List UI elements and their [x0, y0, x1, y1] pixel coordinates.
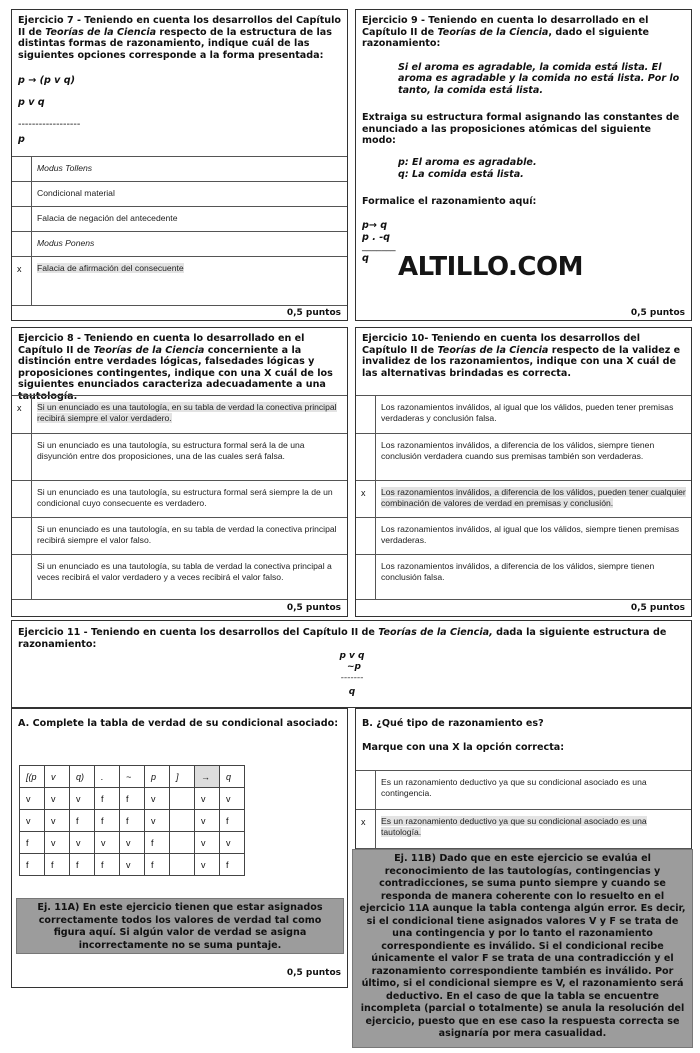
truth-table-header [20, 766, 245, 788]
truth-table-row [20, 854, 245, 876]
ex11-conclusion: q [348, 687, 356, 697]
ex8-option-answer: Si un enunciado es una tautología, en su tabla de verdad la conectiva principal recibirá siempre el valor verdadero. [37, 402, 337, 423]
exercise-11-title [12, 621, 691, 650]
ex8-option-mark[interactable] [12, 481, 32, 517]
tt-cell[interactable]: f [220, 854, 245, 876]
ex8-option[interactable] [12, 395, 347, 433]
ex11-title-book: Teorías de la Ciencia, [378, 627, 493, 638]
ex8-option-mark[interactable] [12, 434, 32, 480]
tt-cell[interactable]: f [70, 810, 95, 832]
ex7-option-text: Condicional material [37, 188, 115, 198]
ex11-title-rest: dada la siguiente estructura de razonamiento: [18, 627, 667, 650]
ex10-option[interactable] [356, 554, 691, 600]
tt-header-cell: p [145, 766, 170, 788]
ex11b-instr-rest: la opción correcta: [459, 741, 565, 753]
tt-header-cell: q [220, 766, 245, 788]
ex11b-instr-part: Marque con una [362, 741, 453, 753]
tt-cell[interactable]: f [45, 854, 70, 876]
ex9-title-rest: , dado el siguiente razonamiento: [362, 26, 650, 49]
ex7-option-mark[interactable]: x [12, 257, 32, 305]
ex8-option[interactable] [12, 480, 347, 517]
ex7-option-text: Falacia de negación del antecedente [37, 213, 178, 223]
ex8-option[interactable] [12, 433, 347, 480]
tt-cell[interactable]: v [145, 788, 170, 810]
ex7-options [12, 156, 347, 306]
ex7-option-mark[interactable] [12, 157, 32, 181]
ex7-option-mark[interactable] [12, 182, 32, 206]
tt-cell[interactable]: f [95, 810, 120, 832]
ex10-option-mark[interactable] [356, 396, 376, 433]
tt-cell[interactable] [170, 854, 195, 876]
ex8-title-book: Teorías de la Ciencia [93, 344, 205, 356]
ex11b-option-answer: Es un razonamiento deductivo ya que su condicional asociado es una tautología. [381, 816, 647, 837]
ex7-title-rest: respecto de la estructura de las distintas formas de razonamiento, indique cuál de las siguientes opciones corresponde a la forma presentada: [18, 26, 332, 61]
ex10-option[interactable] [356, 480, 691, 517]
ex8-points: 0,5 puntos [286, 603, 341, 613]
tt-cell[interactable]: f [145, 854, 170, 876]
ex10-title-part: Ejercicio 10- Teniendo en cuenta los desarrollos del Capítulo II de [362, 333, 641, 356]
ex8-title-x: X [264, 367, 272, 379]
ex8-option-text: Si un enunciado es una tautología, su estructura formal será la de una disyunción entre dos proposiciones, una de las cuales será falsa. [37, 440, 305, 461]
tt-cell[interactable]: v [120, 854, 145, 876]
ex10-title-rest: respecto de la validez e invalidez de los razonamientos, indique con una [362, 344, 681, 367]
ex10-options [356, 395, 691, 600]
ex9-q-def: q: La comida está lista. [398, 169, 524, 180]
tt-cell[interactable]: v [20, 788, 45, 810]
ex9-p-def: p: El aroma es agradable. [398, 156, 537, 168]
ex8-option-mark[interactable]: x [12, 396, 32, 433]
ex10-option-mark[interactable]: x [356, 481, 376, 517]
tt-cell[interactable]: v [195, 832, 220, 854]
ex7-option-answer: Falacia de afirmación del consecuente [37, 263, 184, 273]
ex8-option-text: Si un enunciado es una tautología, su estructura formal será siempre la de un condicional cuyo consecuente es verdadero. [37, 487, 333, 508]
tt-cell[interactable] [170, 832, 195, 854]
ex10-option-mark[interactable] [356, 434, 376, 480]
ex7-points: 0,5 puntos [286, 308, 341, 318]
ex11b-option-text [376, 810, 691, 848]
exercise-7-title [12, 10, 347, 61]
ex11b-option[interactable] [356, 809, 691, 849]
tt-cell[interactable]: v [45, 788, 70, 810]
ex7-option[interactable] [12, 181, 347, 206]
tt-header-cell: . [95, 766, 120, 788]
ex11-premise-2: ~p [347, 662, 361, 672]
exercise-8-title [12, 328, 347, 402]
ex8-title-rest: concerniente a la distinción entre verdades lógicas, falsedades lógicas y proposiciones contingentes, indique con una [18, 344, 315, 379]
ex10-option-mark[interactable] [356, 518, 376, 554]
ex7-formula-line1: p → (p v q) [18, 75, 76, 86]
tt-cell[interactable]: f [20, 832, 45, 854]
ex11b-grading-note: Ej. 11B) Dado que en este ejercicio se evalúa el reconocimiento de las tautologías, contingencias y contradicciones, se suma punto siempre y cuando se responda de manera coherente con lo resuelto en el ejercicio 11A aunque la tabla contenga algún error. Es decir, si el condicional tiene asignados valores V y F se trata de una contingencia y por lo tanto el razonamiento correspondiente es inválido. Si el condicional recibe únicamente el valor F se trata de una contradicción y el razonamiento correspondiente también es inválido. Por último, si el condicional siempre es V, el razonamiento será deductivo. En el caso de que la tabla se encuentre incompleta (parcial o totalmente) se anula la resolución del ejercicio, puesto que en ese caso la respuesta correcta se asignaría por mera casualidad. [352, 849, 693, 1048]
ex10-option-text: Los razonamientos inválidos, al igual que los válidos, siempre tienen premisas verdaderas. [381, 524, 680, 545]
ex10-points: 0,5 puntos [630, 603, 685, 613]
ex9-title-book: Teorías de la Ciencia [437, 26, 549, 38]
tt-cell[interactable]: v [20, 810, 45, 832]
ex11-premise-1: p v q [339, 651, 365, 661]
ex11b-option-mark[interactable] [356, 771, 376, 809]
tt-header-cell: [(p [20, 766, 45, 788]
ex10-title-book: Teorías de la Ciencia [437, 344, 549, 356]
tt-cell[interactable]: f [20, 854, 45, 876]
ex11b-instruction [356, 730, 691, 754]
ex10-option-text [376, 481, 691, 517]
ex9-quote: Si el aroma es agradable, la comida está lista. El aroma es agradable y la comida no está lista. Por lo tanto, la comida está lista. [398, 61, 680, 96]
ex9-answer-rule: _______ [362, 241, 396, 252]
ex8-option[interactable] [12, 517, 347, 554]
ex10-option-mark[interactable] [356, 555, 376, 599]
tt-cell[interactable]: f [220, 810, 245, 832]
ex9-instruction: Extraiga su estructura formal asignando las constantes de enunciado a las proposiciones atómicas del siguiente modo: [362, 112, 680, 146]
ex11b-instr-x: X [452, 741, 460, 753]
truth-table-row [20, 810, 245, 832]
ex9-formalize-label: Formalice el razonamiento aquí: [362, 195, 537, 207]
tt-cell[interactable]: f [95, 788, 120, 810]
ex8-option[interactable] [12, 554, 347, 600]
exercise-7-box [11, 9, 348, 321]
ex11-structure [312, 651, 392, 698]
ex10-title-end: cuál de las alternativas brindadas es correcta. [362, 356, 677, 379]
ex10-option[interactable] [356, 517, 691, 554]
tt-header-cell: v [45, 766, 70, 788]
tt-cell[interactable]: v [95, 832, 120, 854]
ex10-option[interactable] [356, 433, 691, 480]
ex11-title-part: Ejercicio 11 - Teniendo en cuenta los desarrollos del Capítulo II de [18, 627, 379, 638]
ex7-option-mark[interactable] [12, 207, 32, 231]
ex10-option[interactable] [356, 395, 691, 433]
tt-cell[interactable]: v [195, 810, 220, 832]
exercise-10-title [356, 328, 691, 379]
ex8-option-text [32, 396, 347, 433]
exercise-10-box [355, 327, 692, 617]
ex11b-title: B. ¿Qué tipo de razonamiento es? [362, 718, 544, 729]
ex7-option-mark[interactable] [12, 232, 32, 256]
ex7-formula-rule: ------------------ [18, 119, 81, 130]
ex10-option-text: Los razonamientos inválidos, al igual que los válidos, pueden tener premisas verdaderas y conclusión falsa. [381, 402, 674, 423]
ex11a-grading-note: Ej. 11A) En este ejercicio tienen que estar asignados correctamente todos los valores de verdad tal como figura aquí. Si algún valor de verdad se asigna incorrectamente no se suma puntaje. [16, 898, 344, 954]
ex7-formula-line2: p v q [18, 96, 45, 108]
tt-cell[interactable]: v [220, 832, 245, 854]
tt-cell[interactable] [170, 788, 195, 810]
tt-header-cell: → [195, 766, 220, 788]
ex11b-option-text: Es un razonamiento deductivo ya que su condicional asociado es una contingencia. [381, 777, 647, 798]
tt-cell[interactable]: v [120, 832, 145, 854]
watermark: ALTILLO.COM [398, 252, 583, 282]
tt-cell[interactable]: v [70, 788, 95, 810]
ex7-title-part: Ejercicio 7 - Teniendo en cuenta los desarrollos del Capítulo II de [18, 15, 341, 38]
ex11-structure-rule: ------- [340, 673, 364, 683]
exercise-11-header [11, 620, 692, 708]
tt-cell[interactable]: f [120, 810, 145, 832]
exercise-9-box [355, 9, 692, 321]
ex7-formula-line3: p [18, 133, 25, 145]
ex9-answer-line1[interactable]: p→ q [362, 220, 388, 231]
ex11-points: 0,5 puntos [286, 968, 341, 978]
ex9-title-part: Ejercicio 9 - Teniendo en cuenta lo desarrollado en el Capítulo II de [362, 15, 649, 38]
ex7-title-book: Teorías de la Ciencia [45, 26, 157, 38]
ex7-option[interactable] [12, 231, 347, 256]
ex10-title-x: X [626, 356, 634, 367]
tt-header-cell: ] [170, 766, 195, 788]
ex7-option[interactable] [12, 256, 347, 306]
ex7-option-text: Modus Ponens [37, 238, 95, 248]
tt-cell[interactable]: v [195, 788, 220, 810]
exercise-11a-box [11, 708, 348, 988]
ex7-option[interactable] [12, 156, 347, 181]
ex8-options [12, 395, 347, 600]
ex11b-option[interactable] [356, 770, 691, 809]
tt-cell[interactable] [170, 810, 195, 832]
tt-cell[interactable]: v [45, 832, 70, 854]
ex9-points: 0,5 puntos [630, 308, 685, 318]
ex7-option-text [32, 257, 347, 305]
ex7-option-text: Modus Tollens [37, 163, 93, 173]
tt-cell[interactable]: v [70, 832, 95, 854]
ex10-option-answer: Los razonamientos inválidos, a diferencia de los válidos, pueden tener cualquier combinación de valores de verdad en premisas y conclusión. [381, 487, 686, 508]
exercise-9-title [356, 10, 691, 50]
ex7-option[interactable] [12, 206, 347, 231]
ex8-option-text: Si un enunciado es una tautología, su tabla de verdad la conectiva principal a veces recibirá el valor verdadero y a veces recibirá el valor falso. [37, 561, 332, 582]
ex11b-option-mark[interactable]: x [356, 810, 376, 848]
truth-table-row [20, 788, 245, 810]
tt-cell[interactable]: v [220, 788, 245, 810]
tt-cell[interactable]: f [120, 788, 145, 810]
ex8-title-end: cuál de los siguientes enunciados caracteriza adecuadamente a una tautología. [18, 367, 333, 402]
ex10-option-text: Los razonamientos inválidos, a diferencia de los válidos, siempre tienen conclusión verdadera cuando sus premisas también son verdaderas. [381, 440, 655, 461]
ex8-option-mark[interactable] [12, 555, 32, 599]
tt-cell[interactable]: f [145, 832, 170, 854]
tt-cell[interactable]: v [145, 810, 170, 832]
ex8-option-mark[interactable] [12, 518, 32, 554]
ex8-option-text: Si un enunciado es una tautología, en su tabla de verdad la conectiva principal recibirá siempre el valor falso. [37, 524, 337, 545]
ex11a-title: A. Complete la tabla de verdad de su condicional asociado: [18, 718, 339, 729]
truth-table-row [20, 832, 245, 854]
exercise-8-box [11, 327, 348, 617]
ex9-answer-line2[interactable]: p . -q [362, 231, 391, 243]
tt-cell[interactable]: f [70, 854, 95, 876]
tt-header-cell: q) [70, 766, 95, 788]
tt-cell[interactable]: f [95, 854, 120, 876]
tt-cell[interactable]: v [195, 854, 220, 876]
tt-header-cell: ~ [120, 766, 145, 788]
truth-table [19, 765, 245, 876]
tt-cell[interactable]: v [45, 810, 70, 832]
ex11b-options [356, 770, 691, 849]
ex10-option-text: Los razonamientos inválidos, a diferencia de los válidos, siempre tienen conclusión falsa. [381, 561, 655, 582]
ex8-title-part: Ejercicio 8 - Teniendo en cuenta lo desarrollado en el Capítulo II de [18, 333, 305, 356]
ex9-answer-line3[interactable]: q [362, 253, 369, 264]
